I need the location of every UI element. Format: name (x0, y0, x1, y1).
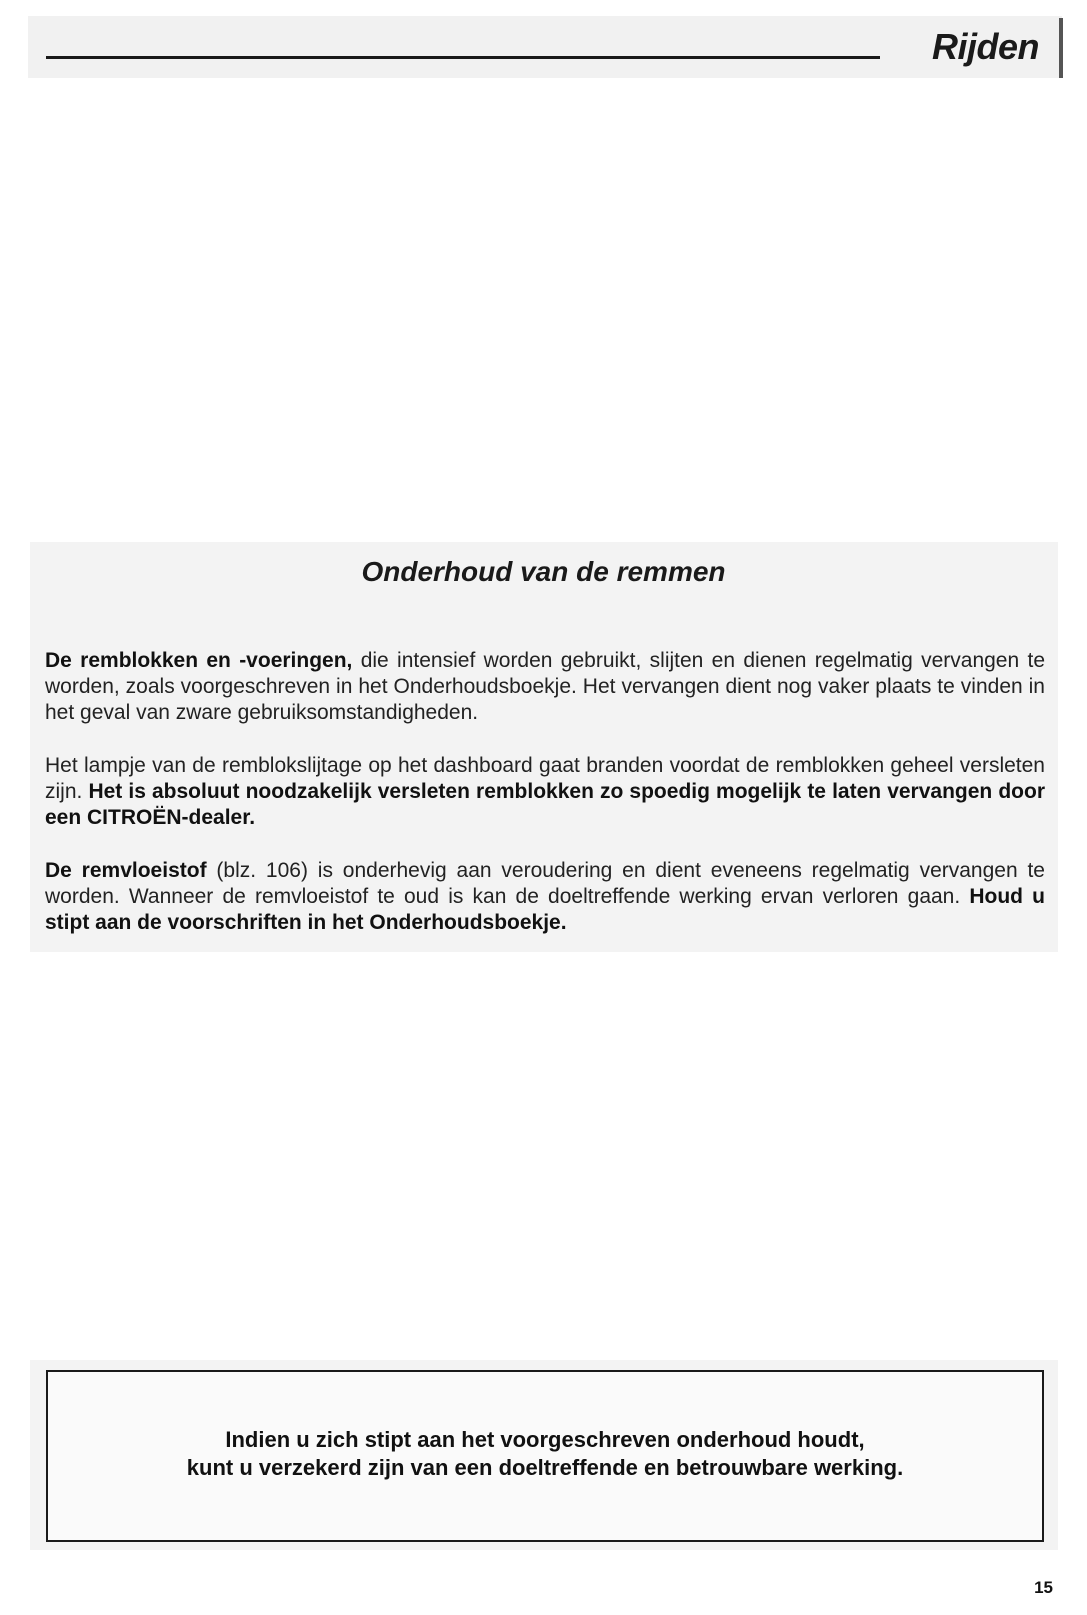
note-text (48, 1426, 1042, 1482)
paragraph-emphasis: Houd u stipt aan de voorschriften in het Onderhoudsboekje. (45, 885, 1045, 934)
paragraph-body: die intensief worden gebruikt, slijten en dienen regelmatig vervangen te worden, zoals voorgeschreven in het Onderhoudsboekje. Het vervangen dient nog vaker plaats te vinden in het geval van zware gebruiksomstandigheden. (45, 649, 1046, 724)
header-rule (46, 56, 880, 59)
chapter-marker (1059, 18, 1063, 78)
page-number: 15 (1034, 1578, 1053, 1597)
note-line-1: Indien u zich stipt aan het voorgeschreven onderhoud houdt, (225, 1427, 865, 1452)
paragraph-body: Het lampje van de remblokslijtage op het dashboard gaat branden voordat de remblokken geheel versleten zijn. (45, 754, 1045, 803)
paragraph-emphasis: Het is absoluut noodzakelijk versleten remblokken zo spoedig mogelijk te laten vervangen door een CITROËN-dealer. (45, 780, 1045, 829)
note-line-2: kunt u verzekerd zijn van een doeltreffende en betrouwbare werking. (186, 1455, 904, 1480)
paragraph-brake-fluid (45, 858, 1045, 936)
header-band (28, 16, 1062, 78)
section-title: Onderhoud van de remmen (361, 556, 726, 587)
maintenance-note-box (46, 1370, 1044, 1542)
chapter-title: Rijden (931, 26, 1039, 67)
paragraph-warning-lamp (45, 753, 1045, 831)
paragraph-brake-pads (45, 648, 1045, 726)
paragraph-lead: De remvloeistof (45, 859, 207, 882)
paragraph-lead: De remblokken en -voeringen, (45, 649, 353, 672)
paragraph-body: (blz. 106) is onderhevig aan veroudering en dient eveneens regelmatig vervangen te worden. Wanneer de remvloeistof te oud is kan de doeltreffende werking ervan verloren gaan. (45, 859, 1045, 908)
